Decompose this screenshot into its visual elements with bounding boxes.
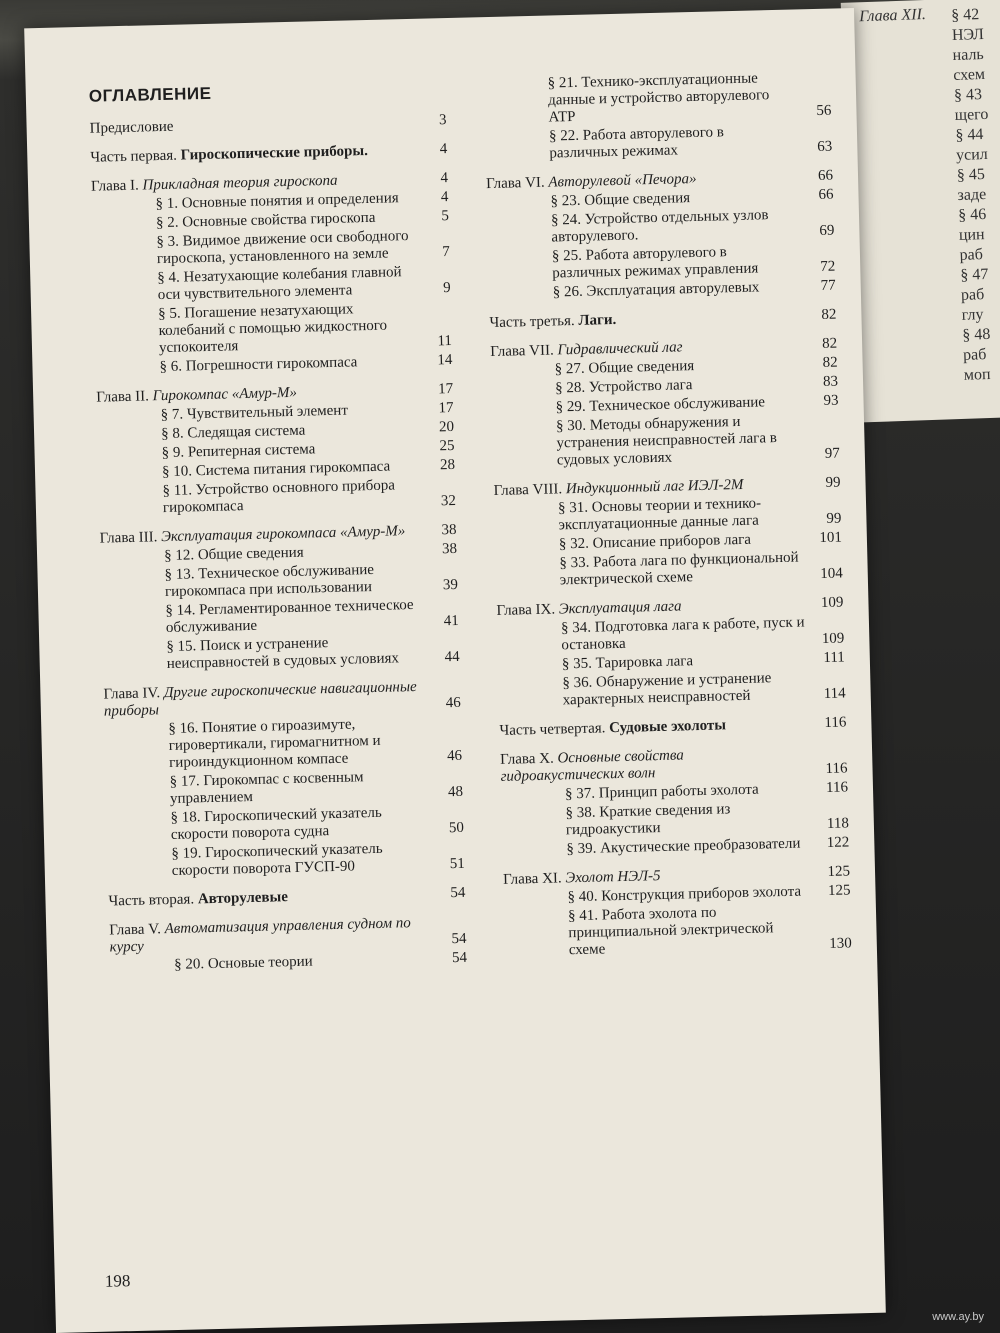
toc-entry-title: Предисловие: [89, 118, 174, 137]
toc-entry-title: § 9. Репитерная система: [161, 441, 316, 462]
toc-entry: [476, 69, 832, 129]
toc-entry-title: § 8. Следящая система: [160, 422, 306, 443]
facing-page-heading: Глава ХII.: [858, 5, 927, 26]
toc-entry-title: Часть первая. Гироскопические приборы.: [90, 142, 369, 166]
toc-entry-page: 4: [440, 170, 449, 187]
toc-entry-title: § 5. Погашение незатухающих колебаний с помощью жидкостного успокоителя: [158, 301, 388, 357]
toc-entry-page: 11: [437, 332, 453, 350]
facing-page-line: § 48: [962, 325, 991, 344]
facing-page-line: раб: [959, 246, 984, 264]
toc-entry-title: Глава VI. Авторулевой «Печора»: [485, 170, 697, 193]
toc-entry-page: 17: [438, 399, 454, 417]
toc-entry-title: Глава II. Гирокомпас «Амур-М»: [96, 384, 298, 406]
toc-entry-page: 28: [439, 456, 456, 474]
toc-entry-title: § 6. Погрешности гирокомпаса: [159, 354, 358, 376]
toc-entry-title: § 24. Устройство отдельных узлов авторулевого.: [550, 207, 769, 246]
toc-entry: [487, 549, 843, 592]
toc-entry-page: 72: [820, 258, 836, 275]
toc-entry-title: § 11. Устройство основного прибора гирокомпаса: [162, 477, 396, 517]
toc-entry: [96, 714, 462, 774]
toc-title: ОГЛАВЛЕНИЕ: [88, 83, 212, 106]
page-number: 198: [104, 1271, 131, 1291]
toc-entry-title: § 7. Чувствительный элемент: [160, 402, 349, 424]
toc-entry-title: § 22. Работа авторулевого в различных режимах: [548, 124, 725, 162]
toc-entry-title: § 31. Основы теории и технико-эксплуатационные данные лага: [557, 495, 762, 534]
toc-entry-page: 82: [821, 335, 838, 352]
toc-entry-title: Часть третья. Лаги.: [489, 311, 617, 332]
toc-entry-title: Глава I. Прикладная теория гироскопа: [90, 172, 338, 195]
toc-entry-page: 104: [820, 565, 843, 583]
toc-entry-page: 41: [443, 612, 459, 630]
facing-page-line: щего: [954, 105, 989, 125]
toc-right-column: [476, 69, 853, 963]
toc-entry-title: § 25. Работа авторулевого в различных режимах управления: [551, 244, 759, 282]
toc-entry: [479, 206, 835, 249]
toc-entry-page: 46: [446, 747, 463, 765]
toc-entry-page: 44: [444, 648, 460, 666]
toc-entry-page: 116: [825, 760, 848, 777]
facing-page-line: раб: [960, 286, 985, 304]
toc-entry-title: Глава X. Основные свойства гидроакустических волн: [500, 747, 684, 785]
toc-entry-page: 48: [447, 783, 464, 801]
toc-entry-page: 83: [822, 373, 839, 390]
toc-entry-page: 125: [827, 882, 851, 899]
toc-entry-page: 93: [823, 392, 839, 409]
toc-entry: [90, 476, 456, 519]
toc-entry: [81, 112, 446, 138]
toc-entry: [492, 743, 848, 786]
toc-entry-title: § 1. Основные понятия и определения: [155, 190, 399, 213]
toc-entry-page: 116: [824, 714, 847, 731]
toc-entry-title: § 14. Регламентированное техническое обслуживание: [165, 596, 414, 637]
toc-entry: [82, 141, 447, 167]
toc-entry-page: 77: [820, 277, 836, 294]
toc-entry-page: 56: [816, 102, 832, 119]
toc-right-list: [476, 69, 852, 961]
toc-entry-title: Глава IV. Другие гироскопические навигационные приборы: [103, 678, 417, 720]
facing-page-line: моп: [963, 365, 991, 384]
toc-entry-page: 3: [438, 112, 447, 129]
toc-entry-page: 4: [439, 141, 448, 158]
watermark: www.ay.by: [932, 1311, 984, 1323]
toc-entry-page: 32: [440, 492, 457, 510]
toc-entry: [484, 412, 840, 472]
toc-entry-page: 125: [827, 863, 851, 880]
toc-entry-page: 109: [821, 630, 845, 648]
toc-entry-title: § 26. Эксплуатация авторулевых: [552, 279, 760, 301]
toc-entry-page: 66: [818, 186, 834, 203]
toc-entry-title: § 40. Конструкция приборов эхолота: [567, 883, 802, 906]
toc-entry-title: § 13. Техническое обслуживание гирокомпаса при использовании: [164, 561, 375, 601]
toc-entry-page: 20: [438, 418, 455, 436]
toc-entry-page: 109: [820, 594, 844, 612]
toc-left-column: [81, 78, 468, 978]
toc-entry-page: 51: [449, 855, 465, 873]
toc-entry-page: 14: [437, 351, 453, 369]
toc-entry-title: § 36. Обнаружение и устранение характерных неисправностей: [562, 670, 772, 709]
toc-entry: [477, 122, 833, 165]
toc-entry-page: 101: [819, 529, 843, 547]
facing-page-line: наль: [952, 45, 984, 65]
toc-entry-title: Часть вторая. Авторулевые: [108, 889, 289, 910]
toc-entry-title: § 23. Общие сведения: [550, 190, 691, 210]
toc-entry-title: § 39. Акустические преобразователи: [566, 835, 801, 858]
book-page: [24, 8, 886, 1333]
toc-entry: [94, 632, 460, 675]
toc-entry-title: § 35. Тарировка лага: [561, 653, 694, 673]
toc-entry-page: 114: [823, 685, 846, 702]
facing-page-line: усил: [955, 145, 989, 164]
toc-entry-page: 66: [817, 167, 834, 184]
toc-entry-page: 82: [821, 306, 837, 323]
toc-entry-title: § 18. Гироскопический указатель скорости поворота судна: [170, 804, 382, 843]
toc-entry-title: Глава III. Эксплуатация гирокомпаса «Амур-М»: [99, 523, 406, 547]
toc-entry-page: 97: [824, 445, 841, 462]
toc-entry: [491, 714, 846, 740]
toc-entry-page: 38: [441, 540, 458, 558]
toc-entry-page: 54: [451, 930, 467, 948]
toc-entry-page: 38: [441, 521, 457, 539]
toc-entry-title: § 2. Основные свойства гироскопа: [155, 209, 376, 232]
facing-page-line: цин: [958, 226, 985, 244]
toc-entry: [100, 885, 465, 911]
toc-entry-title: § 15. Поиск и устранение неисправностей в судовых условиях: [166, 635, 400, 673]
facing-page-line: заде: [957, 185, 987, 204]
facing-page-line: глу: [961, 306, 984, 324]
toc-entry: [86, 299, 452, 359]
toc-entry-title: § 17. Гирокомпас с косвенным управлением: [169, 769, 364, 807]
toc-entry-page: 63: [817, 138, 833, 155]
toc-entry-title: § 21. Технико-эксплуатационные данные и устройство авторулевого АТР: [547, 70, 770, 126]
toc-entry-page: 54: [451, 949, 468, 967]
toc-entry-page: 111: [823, 649, 845, 666]
toc-entry-title: Глава VIII. Индукционный лаг ИЭЛ-2М: [493, 476, 744, 500]
toc-entry-page: 4: [440, 189, 449, 206]
facing-page-line: раб: [962, 346, 987, 364]
facing-page-line: § 42: [950, 6, 980, 25]
toc-entry-title: § 33. Работа лага по функциональной электрической схеме: [559, 549, 799, 589]
toc-entry: [99, 839, 465, 882]
toc-entry-page: 46: [445, 694, 461, 712]
toc-entry-page: 69: [819, 222, 835, 239]
toc-entry: [481, 307, 836, 333]
toc-entry: [480, 242, 836, 285]
toc-entry-page: 25: [439, 437, 455, 455]
toc-entry-title: § 41. Работа эхолота по принципиальной электрической схеме: [567, 904, 774, 959]
facing-page-line: § 43: [953, 86, 983, 105]
toc-entry-title: Глава XI. Эхолот НЭЛ-5: [502, 868, 661, 888]
toc-entry: [489, 613, 845, 656]
toc-entry-page: 99: [826, 510, 842, 527]
toc-entry-page: 54: [450, 884, 466, 902]
toc-entry-title: § 27. Общие сведения: [554, 358, 695, 378]
toc-entry: [486, 494, 842, 537]
toc-entry-page: 82: [822, 354, 838, 371]
toc-entry-title: Глава V. Автоматизация управления судном по курсу: [109, 915, 412, 956]
facing-page-line: НЭЛ: [951, 25, 985, 45]
toc-entry-title: § 28. Устройство лага: [554, 377, 693, 397]
toc-entry-title: Глава VII. Гидравлический лаг: [490, 339, 683, 361]
toc-entry-title: § 38. Краткие сведения из гидроакустики: [565, 801, 731, 839]
toc-entry-title: § 37. Принцип работы эхолота: [564, 781, 759, 803]
toc-entry-title: § 16. Понятие о гироазимуте, гировертикали, гиромагнитном и гироиндукционном компасе: [168, 716, 381, 772]
toc-entry-title: § 12. Общие сведения: [163, 544, 304, 565]
toc-entry: [493, 798, 849, 841]
toc-entry-title: § 32. Описание приборов лага: [558, 531, 752, 553]
toc-entry-title: § 20. Основые теории: [173, 953, 313, 973]
toc-entry-title: Часть четвертая. Судовые эхолоты: [499, 717, 727, 739]
toc-entry: [496, 901, 852, 961]
toc-entry-page: 130: [829, 935, 852, 952]
toc-left-list: [81, 112, 467, 976]
facing-page-line: § 45: [956, 166, 986, 184]
toc-entry-title: § 4. Незатухающие колебания главной оси чувствительного элемента: [157, 264, 402, 304]
toc-entry-title: § 29. Техническое обслуживание: [555, 394, 766, 416]
toc-entry-page: 9: [442, 279, 451, 297]
toc-entry-page: 50: [448, 819, 465, 837]
facing-page-line: § 44: [955, 126, 984, 144]
toc-entry-title: Глава IX. Эксплуатация лага: [496, 598, 682, 619]
facing-page-line: схем: [953, 65, 986, 85]
toc-entry-title: § 3. Видимое движение оси свободного гироскопа, установленного на земле: [156, 228, 409, 268]
toc-entry-page: 99: [825, 474, 841, 491]
toc-entry-title: § 30. Методы обнаружения и устранения неисправностей лага в судовых условиях: [555, 413, 778, 469]
toc-entry: [490, 668, 846, 711]
facing-page-line: § 47: [960, 265, 989, 284]
facing-page: [841, 0, 1000, 423]
toc-entry-page: 5: [441, 208, 450, 225]
toc-entry-page: 7: [442, 244, 450, 261]
toc-entry-title: § 34. Подготовка лага к работе, пуск и остановка: [560, 614, 805, 654]
toc-entry-page: 122: [826, 834, 850, 851]
facing-page-line: § 46: [957, 205, 987, 224]
toc-entry-page: 118: [826, 815, 850, 832]
toc-entry-page: 39: [442, 576, 459, 594]
toc-entry-title: § 10. Система питания гирокомпаса: [161, 458, 391, 481]
toc-entry-page: 17: [437, 380, 454, 398]
toc-entry-title: § 19. Гироскопический указатель скорости поворота ГУСП-90: [171, 840, 383, 879]
toc-entry-page: 116: [825, 779, 849, 796]
